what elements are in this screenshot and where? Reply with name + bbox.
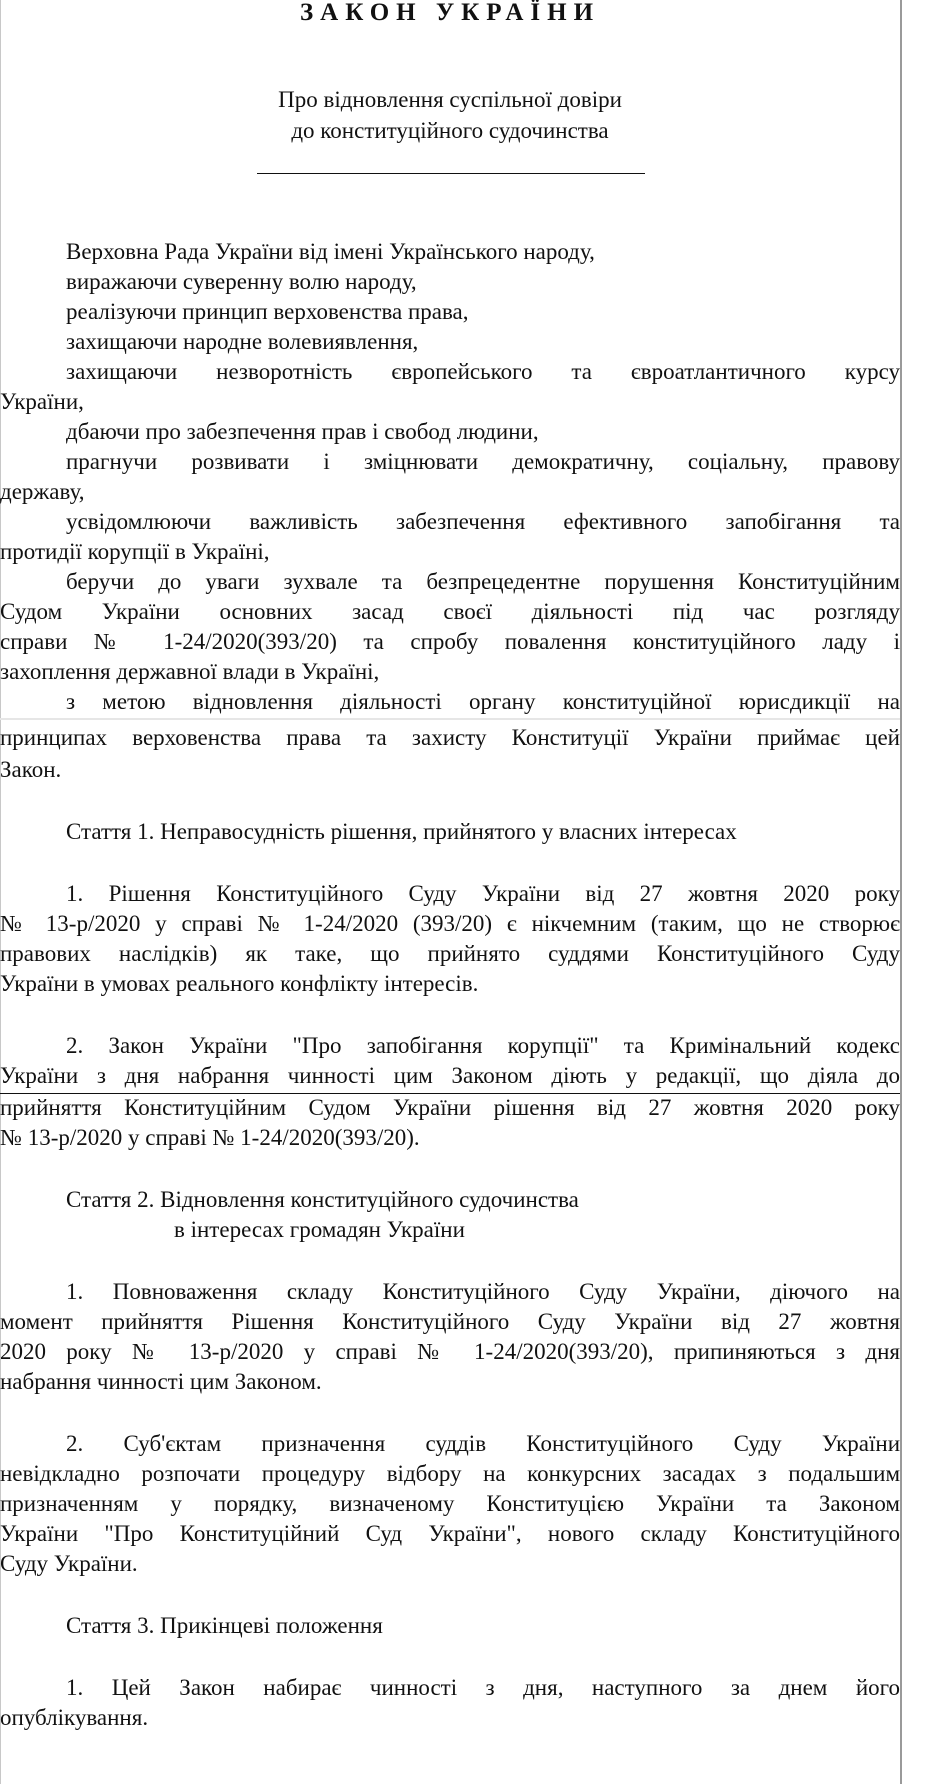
article-1-paragraph-line: України з дня набрання чинності цим Законом діють у редакції, що діяла до — [0, 1063, 900, 1088]
document-subtitle-line-2: до конституційного судочинства — [291, 118, 609, 143]
document-subtitle-line-1: Про відновлення суспільної довіри — [278, 87, 622, 112]
article-2-paragraph-line: України "Про Конституційний Суд України", нового складу Конституційного — [0, 1521, 900, 1546]
article-3-paragraph-line: 1. Цей Закон набирає чинності з дня, наступного за днем його — [66, 1675, 900, 1700]
article-3-paragraph-line: опублікування. — [0, 1705, 149, 1730]
document-title: ЗАКОН УКРАЇНИ — [299, 0, 601, 26]
article-1-paragraph-line: № 13-р/2020 у справі № 1-24/2020 (393/20) є нікчемним (таким, що не створює — [0, 911, 900, 936]
article-2-paragraph-line: 1. Повноваження складу Конституційного Суду України, діючого на — [66, 1279, 900, 1304]
preamble-line: захоплення державної влади в Україні, — [0, 659, 380, 684]
preamble-line: беручи до уваги зухвале та безпрецедентне порушення Конституційним — [66, 569, 900, 594]
article-1-paragraph-line: 2. Закон України "Про запобігання корупції" та Кримінальний кодекс — [66, 1033, 900, 1058]
preamble-line: реалізуючи принцип верховенства права, — [66, 299, 469, 324]
preamble-line: України, — [0, 389, 84, 414]
right-page-border — [900, 0, 902, 1784]
preamble-line: усвідомлюючи важливість забезпечення ефективного запобігання та — [66, 509, 900, 534]
preamble-line: захищаючи народне волевиявлення, — [66, 329, 419, 354]
preamble-line: захищаючи незворотність європейського та євроатлантичного курсу — [66, 359, 900, 384]
article-2-paragraph-line: набрання чинності цим Законом. — [0, 1369, 322, 1394]
article-2-paragraph-line: невідкладно розпочати процедуру відбору на конкурсних засадах з подальшим — [0, 1461, 900, 1486]
article-1-paragraph-line: № 13-р/2020 у справі № 1-24/2020(393/20). — [0, 1125, 420, 1150]
preamble-line: принципах верховенства права та захисту Конституції України приймає цей — [0, 725, 900, 750]
article-2-paragraph-line: Суду України. — [0, 1551, 138, 1576]
article-2-heading: в інтересах громадян України — [174, 1217, 465, 1242]
article-1-paragraph-line: 1. Рішення Конституційного Суду України від 27 жовтня 2020 року — [66, 881, 900, 906]
article-2-paragraph-line: 2020 року № 13-р/2020 у справі № 1-24/2020(393/20), припиняються з дня — [0, 1339, 900, 1364]
preamble-line: справи № 1-24/2020(393/20) та спробу повалення конституційного ладу і — [0, 629, 900, 654]
article-1-paragraph-line: України в умовах реального конфлікту інтересів. — [0, 971, 479, 996]
article-2-paragraph-line: 2. Суб'єктам призначення суддів Конституційного Суду України — [66, 1431, 900, 1456]
title-underline — [257, 173, 645, 174]
preamble-line: Судом України основних засад своєї діяльності під час розгляду — [0, 599, 900, 624]
page-seam — [0, 718, 900, 720]
article-2-paragraph-line: призначенням у порядку, визначеному Конституцією України та Законом — [0, 1491, 900, 1516]
preamble-line: Верховна Рада України від імені Українського народу, — [66, 239, 595, 264]
preamble-line: дбаючи про забезпечення прав і свобод людини, — [66, 419, 539, 444]
preamble-line: державу, — [0, 479, 85, 504]
article-2-paragraph-line: момент прийняття Рішення Конституційного Суду України від 27 жовтня — [0, 1309, 900, 1334]
preamble-line: прагнучи розвивати і зміцнювати демократичну, соціальну, правову — [66, 449, 900, 474]
preamble-line: Закон. — [0, 757, 62, 782]
article-1-paragraph-line: прийняття Конституційним Судом України рішення від 27 жовтня 2020 року — [0, 1095, 900, 1120]
article-3-heading: Стаття 3. Прикінцеві положення — [66, 1613, 383, 1638]
article-1-heading: Стаття 1. Неправосудність рішення, прийнятого у власних інтересах — [66, 819, 737, 844]
preamble-line: виражаючи суверенну волю народу, — [66, 269, 417, 294]
preamble-line: протидії корупції в Україні, — [0, 539, 270, 564]
preamble-line: з метою відновлення діяльності органу конституційної юрисдикції на — [66, 689, 900, 714]
article-2-heading: Стаття 2. Відновлення конституційного судочинства — [66, 1187, 579, 1212]
article-1-paragraph-line: правових наслідків) як таке, що прийнято суддями Конституційного Суду — [0, 941, 900, 966]
